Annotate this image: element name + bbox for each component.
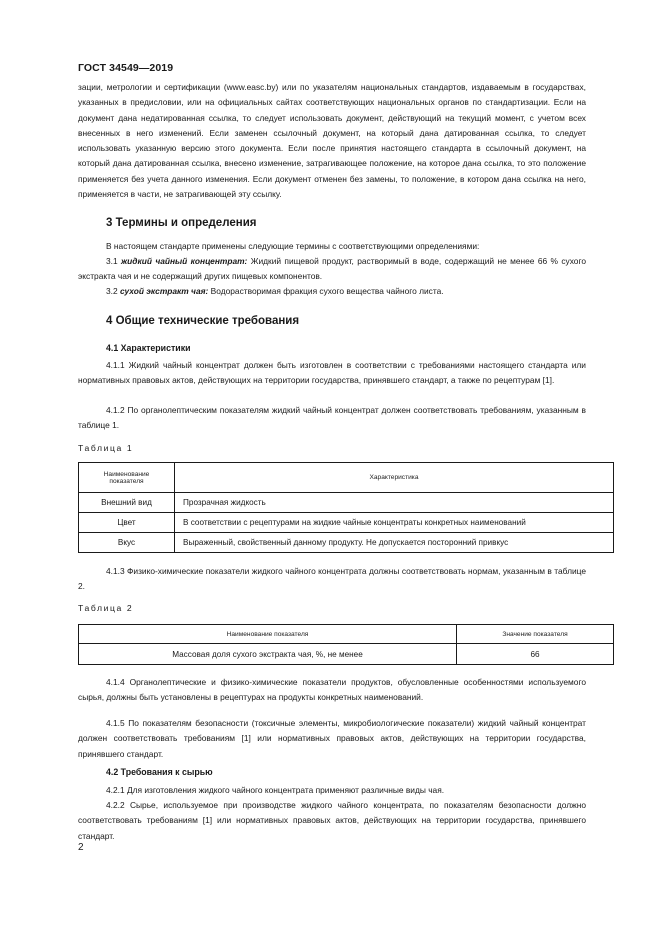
table-cell: Внешний вид	[79, 493, 175, 513]
term-2-definition: Водорастворимая фракция сухого вещества чайного листа.	[208, 286, 444, 296]
section-3-intro: В настоящем стандарте применены следующие термины с соответствующими определениями:	[106, 241, 480, 251]
table-2-caption: Таблица 2	[78, 603, 134, 613]
table-cell: 66	[457, 644, 614, 665]
paragraph-4-1-4: 4.1.4 Органолептические и физико-химические показатели продуктов, обусловленные особенностями используемого сырья, должны быть установлены в рецептурах на продукты конкретных наименований.	[78, 677, 586, 703]
table-row	[79, 513, 614, 533]
table-row	[79, 493, 614, 513]
table-cell: В соответствии с рецептурами на жидкие чайные концентраты конкретных наименований	[175, 513, 614, 533]
paragraph-4-1-1: 4.1.1 Жидкий чайный концентрат должен быть изготовлен в соответствии с требованиями настоящего стандарта или нормативных правовых актов, действующих на территории государства, принявшего стандарт, а также по рецептурам [1].	[78, 360, 586, 386]
table-row	[79, 644, 614, 665]
section-4-heading: 4 Общие технические требования	[106, 315, 300, 327]
table-cell: Массовая доля сухого экстракта чая, %, не менее	[79, 644, 457, 665]
document-header: ГОСТ 34549—2019	[78, 62, 174, 74]
table-1-caption: Таблица 1	[78, 443, 134, 453]
section-3-heading: 3 Термины и определения	[106, 217, 257, 229]
table-header-cell: Значение показателя	[457, 625, 614, 644]
paragraph-4-1-3: 4.1.3 Физико-химические показатели жидкого чайного концентрата должны соответствовать нормам, указанным в таблице 2.	[78, 566, 586, 592]
table-row	[79, 533, 614, 553]
term-1	[78, 254, 586, 285]
table-cell: Прозрачная жидкость	[175, 493, 614, 513]
table-1	[78, 462, 614, 553]
table-header-cell: Наименование показателя	[79, 463, 175, 493]
intro-paragraph: зации, метрологии и сертификации (www.easc.by) или по указателям национальных стандартов, издаваемым в государствах, указанных в предисловии, или на официальных сайтах соответствующих национальных органов по стандартизации. Если на документ дана недатированная ссылка, то следует использовать документ, действующий на текущий момент, с учетом всех внесенных в него изменений. Если заменен ссылочный документ, на который дана датированная ссылка, то следует использовать указанную версию этого документа. Если после принятия настоящего стандарта в ссылочный документ, на который дана датированная ссылка, внесено изменение, затрагивающее положение, на которое дана ссылка, то это положение применяется без учета данного изменения. Если документ отменен без замены, то положение, в котором дана ссылка на него, применяется в части, не затрагивающей эту ссылку.	[78, 82, 586, 200]
subsection-4-2-heading: 4.2 Требования к сырью	[106, 767, 213, 777]
subsection-4-1-heading: 4.1 Характеристики	[106, 343, 191, 353]
table-header-row	[79, 463, 614, 493]
table-header-cell: Характеристика	[175, 463, 614, 493]
page-number: 2	[78, 842, 84, 853]
term-1-name: жидкий чайный концентрат:	[121, 256, 248, 266]
paragraph-4-1-5: 4.1.5 По показателям безопасности (токсичные элементы, микробиологические показатели) жидкий чайный концентрат должен соответствовать требованиям [1] или нормативных правовых актов, действующих на территории государства, принявшего стандарт.	[78, 718, 586, 759]
paragraph-4-2-2: 4.2.2 Сырье, используемое при производстве жидкого чайного концентрата, по показателям безопасности должно соответствовать требованиям [1] или нормативных правовых актов, действующих на территории государства, принявшего стандарт.	[78, 800, 586, 841]
term-2-number: 3.2	[106, 286, 120, 296]
table-cell: Цвет	[79, 513, 175, 533]
term-1-definition: Жидкий пищевой продукт, растворимый в воде, содержащий не менее 66 % сухого экстракта чая и не содержащий других пищевых компонентов.	[78, 256, 586, 282]
table-2	[78, 624, 614, 665]
table-header-row	[79, 625, 614, 644]
term-2-name: сухой экстракт чая:	[119, 286, 209, 296]
table-header-cell: Наименование показателя	[79, 625, 457, 644]
term-2	[78, 284, 586, 299]
paragraph-4-2-1: 4.2.1 Для изготовления жидкого чайного концентрата применяют различные виды чая.	[106, 785, 445, 795]
table-cell: Выраженный, свойственный данному продукту. Не допускается посторонний привкус	[175, 533, 614, 553]
term-1-number: 3.1	[106, 256, 122, 266]
table-cell: Вкус	[79, 533, 175, 553]
paragraph-4-1-2: 4.1.2 По органолептическим показателям жидкий чайный концентрат должен соответствовать требованиям, указанным в таблице 1.	[78, 405, 586, 431]
